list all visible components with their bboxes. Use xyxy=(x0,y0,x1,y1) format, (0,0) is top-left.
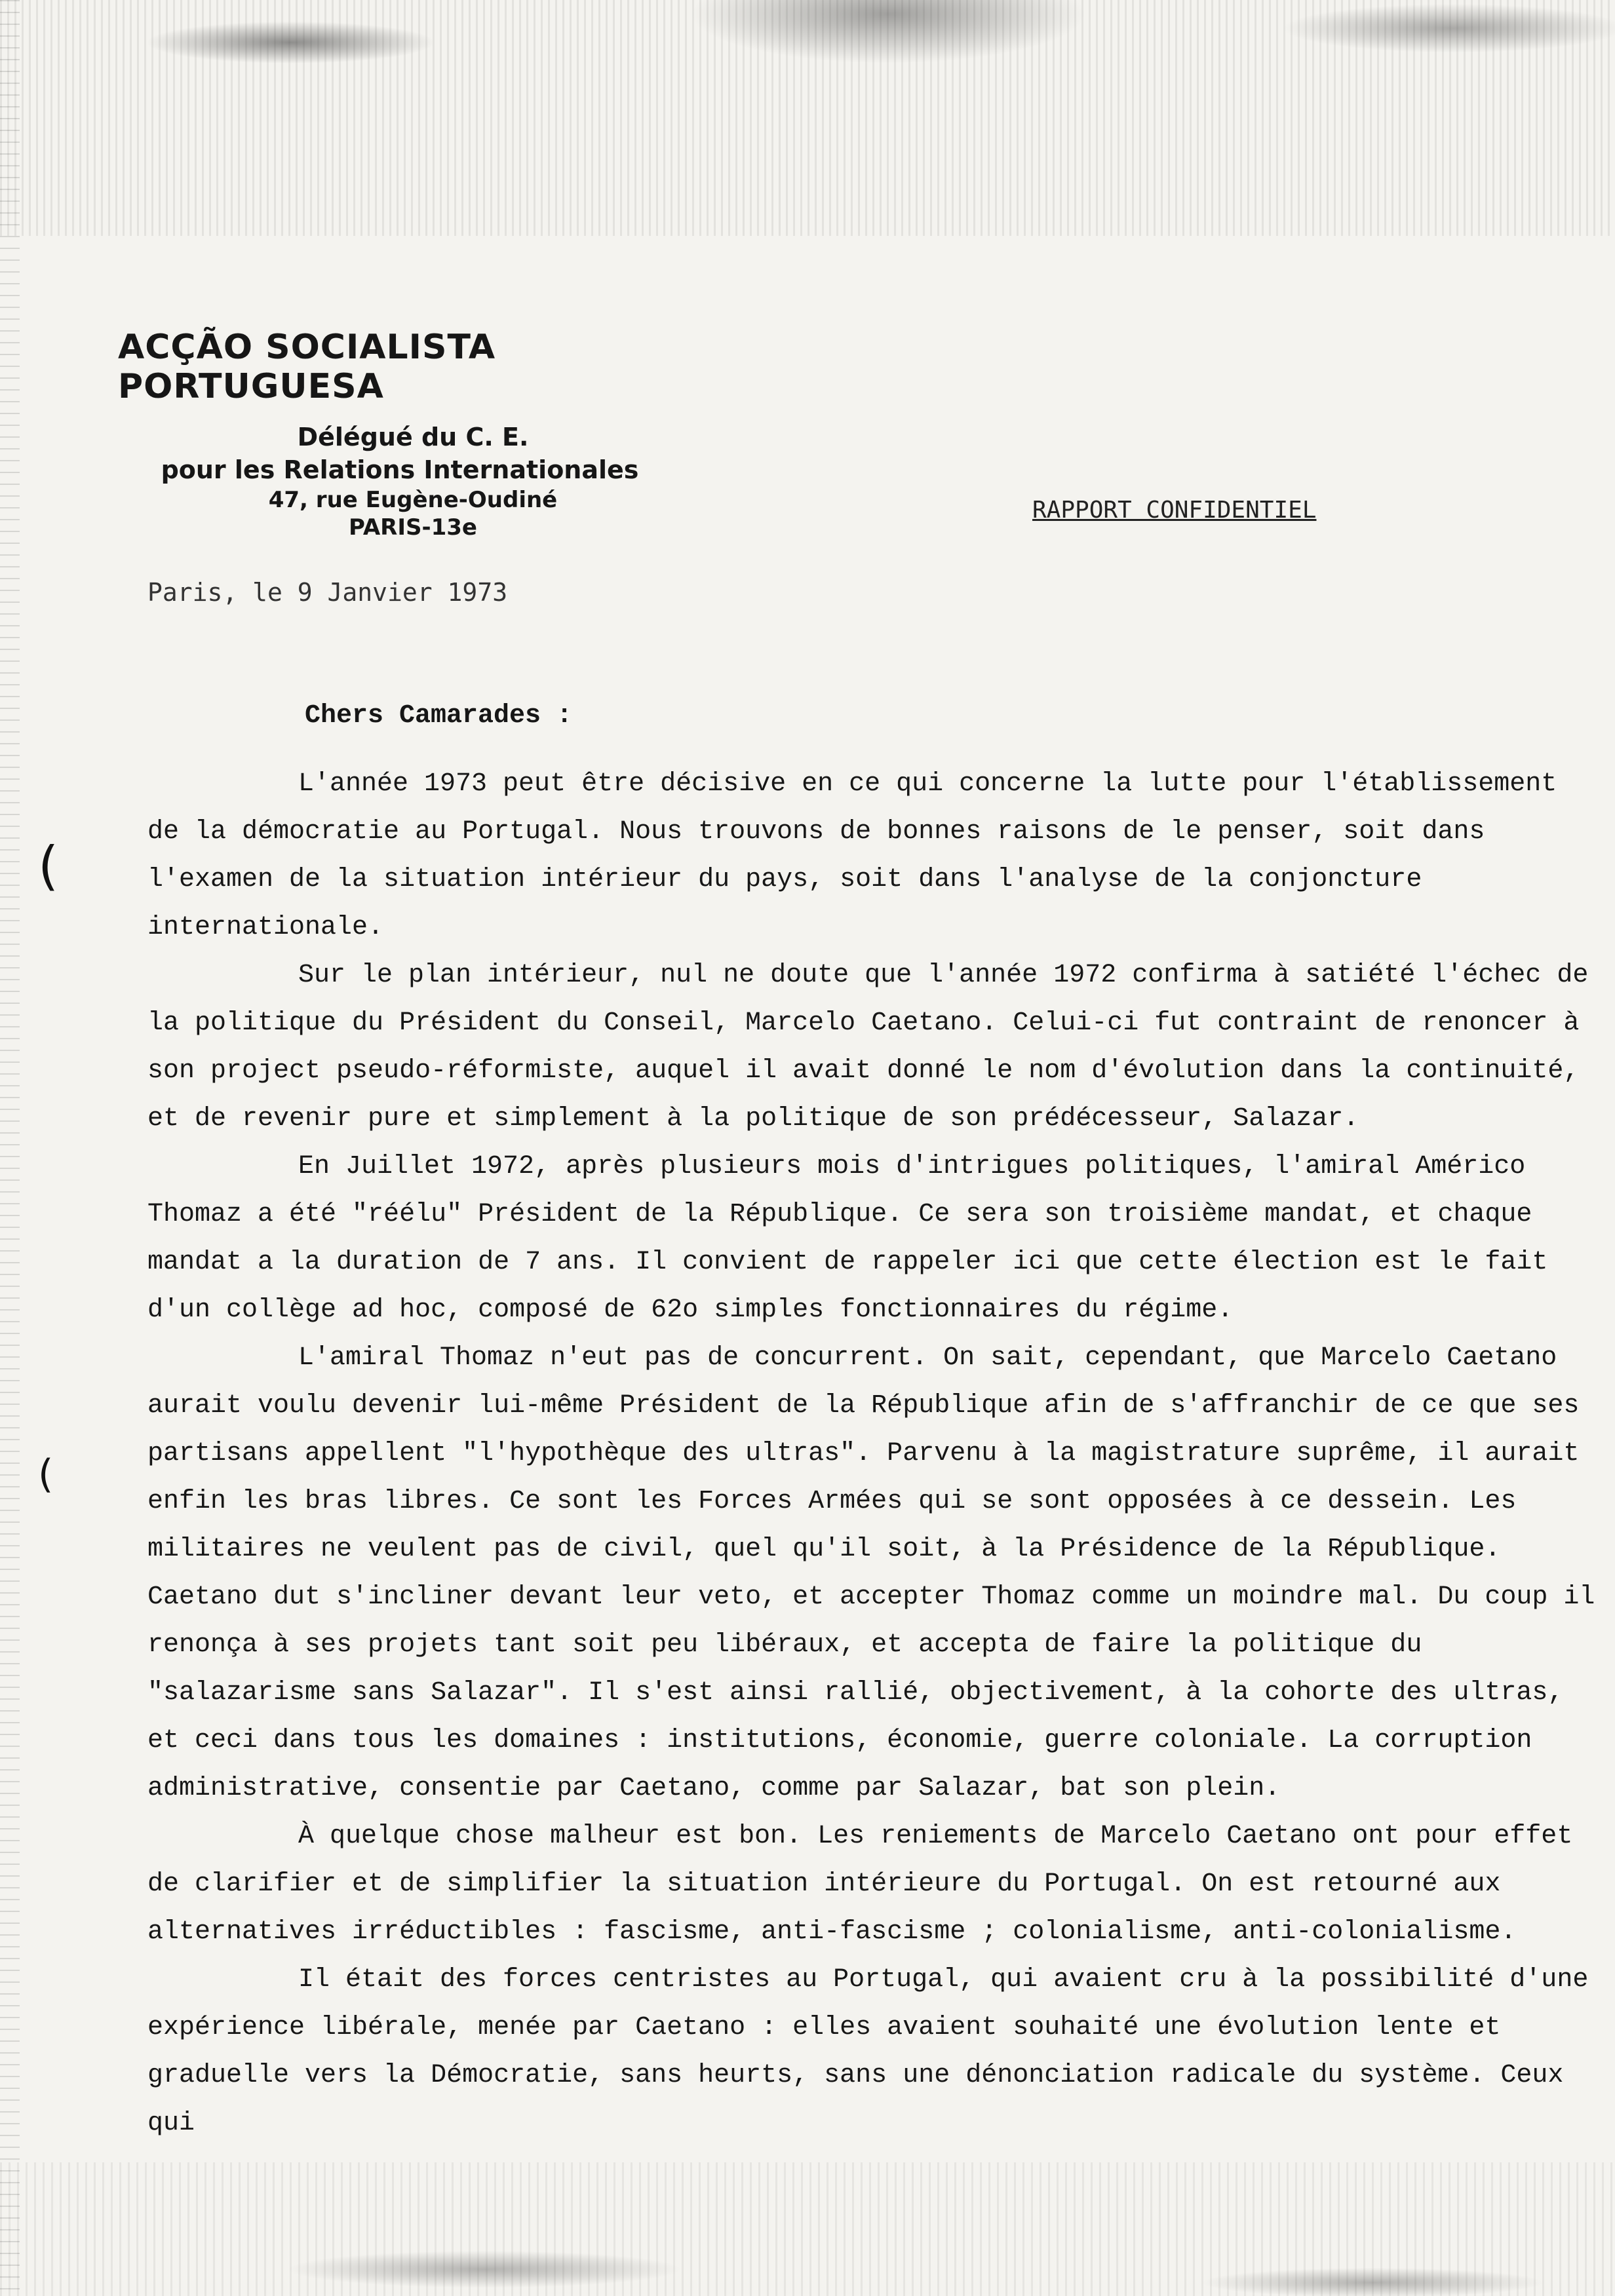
scan-noise-left xyxy=(0,0,20,2296)
organization-name: ACÇÃO SOCIALISTA PORTUGUESA xyxy=(118,328,496,406)
delegate-line: Délégué du C. E. xyxy=(297,423,529,451)
paragraph: L'amiral Thomaz n'eut pas de concurrent. On sait, cependant, que Marcelo Caetano aurait voulu devenir lui-même Président de la République afin de s'affranchir de ce que ses partisans appellent "l'hypothèque des ultras". Parvenu à la magistrature suprême, il aurait enfin les bras libres. Ce sont les Forces Armées qui se sont opposées à ce dessein. Les militaires ne veulent pas de civil, quel qu'il soit, à la Présidence de la République. Caetano dut s'incliner devant leur veto, et accepter Thomaz comme un moindre mal. Du coup il renonça à ses projets tant soit peu libéraux, et accepta de faire la politique du "salazarisme sans Salazar". Il s'est ainsi rallié, objectivement, à la cohorte des ultras, et ceci dans tous les domaines : institutions, économie, guerre coloniale. La corruption administrative, consentie par Caetano, comme par Salazar, bat son plein. xyxy=(147,1343,1595,1803)
letterhead xyxy=(118,328,708,541)
street-address: 47, rue Eugène-Oudiné xyxy=(268,487,558,513)
margin-bracket-mark: ( xyxy=(38,1451,54,1497)
scan-noise-bottom xyxy=(0,2162,1615,2296)
paragraph: À quelque chose malheur est bon. Les reniements de Marcelo Caetano ont pour effet de clarifier et de simplifier la situation intérieure du Portugal. On est retourné aux alternatives irréductibles : fascisme, anti-fascisme ; colonialisme, anti-colonialisme. xyxy=(147,1822,1573,1947)
paragraph: L'année 1973 peut être décisive en ce qui concerne la lutte pour l'établissement de la démocratie au Portugal. Nous trouvons de bonnes raisons de le penser, soit dans l'examen de la situation intérieur du pays, soit dans l'analyse de la conjoncture internationale. xyxy=(147,769,1557,942)
paragraph: Il était des forces centristes au Portugal, qui avaient cru à la possibilité d'une expérience libérale, menée par Caetano : elles avaient souhaité une évolution lente et graduelle vers la Démocratie, sans heurts, sans une dénonciation radicale du système. Ceux qui xyxy=(147,1965,1589,2138)
confidential-label: RAPPORT CONFIDENTIEL xyxy=(1032,497,1317,524)
salutation: Chers Camarades : xyxy=(305,701,573,731)
margin-bracket-mark: ( xyxy=(38,835,59,896)
relations-line: pour les Relations Internationales xyxy=(161,455,639,484)
paragraph: En Juillet 1972, après plusieurs mois d'intrigues politiques, l'amiral Américo Thomaz a été "réélu" Président de la République. Ce sera son troisième mandat, et chaque mandat a la duration de 7 ans. Il convient de rappeler ici que cette élection est le fait d'un collège ad hoc, composé de 62o simples fonctionnaires du régime. xyxy=(147,1152,1548,1325)
scan-noise-top xyxy=(0,0,1615,236)
letter-body xyxy=(147,760,1596,2147)
dateline: Paris, le 9 Janvier 1973 xyxy=(147,578,508,607)
city-address: PARIS-13e xyxy=(349,514,477,541)
paragraph: Sur le plan intérieur, nul ne doute que l'année 1972 confirma à satiété l'échec de la politique du Président du Conseil, Marcelo Caetano. Celui-ci fut contraint de renoncer à son project pseudo-réformiste, auquel il avait donné le nom d'évolution dans la continuité, et de revenir pure et simplement à la politique de son prédécesseur, Salazar. xyxy=(147,961,1589,1134)
